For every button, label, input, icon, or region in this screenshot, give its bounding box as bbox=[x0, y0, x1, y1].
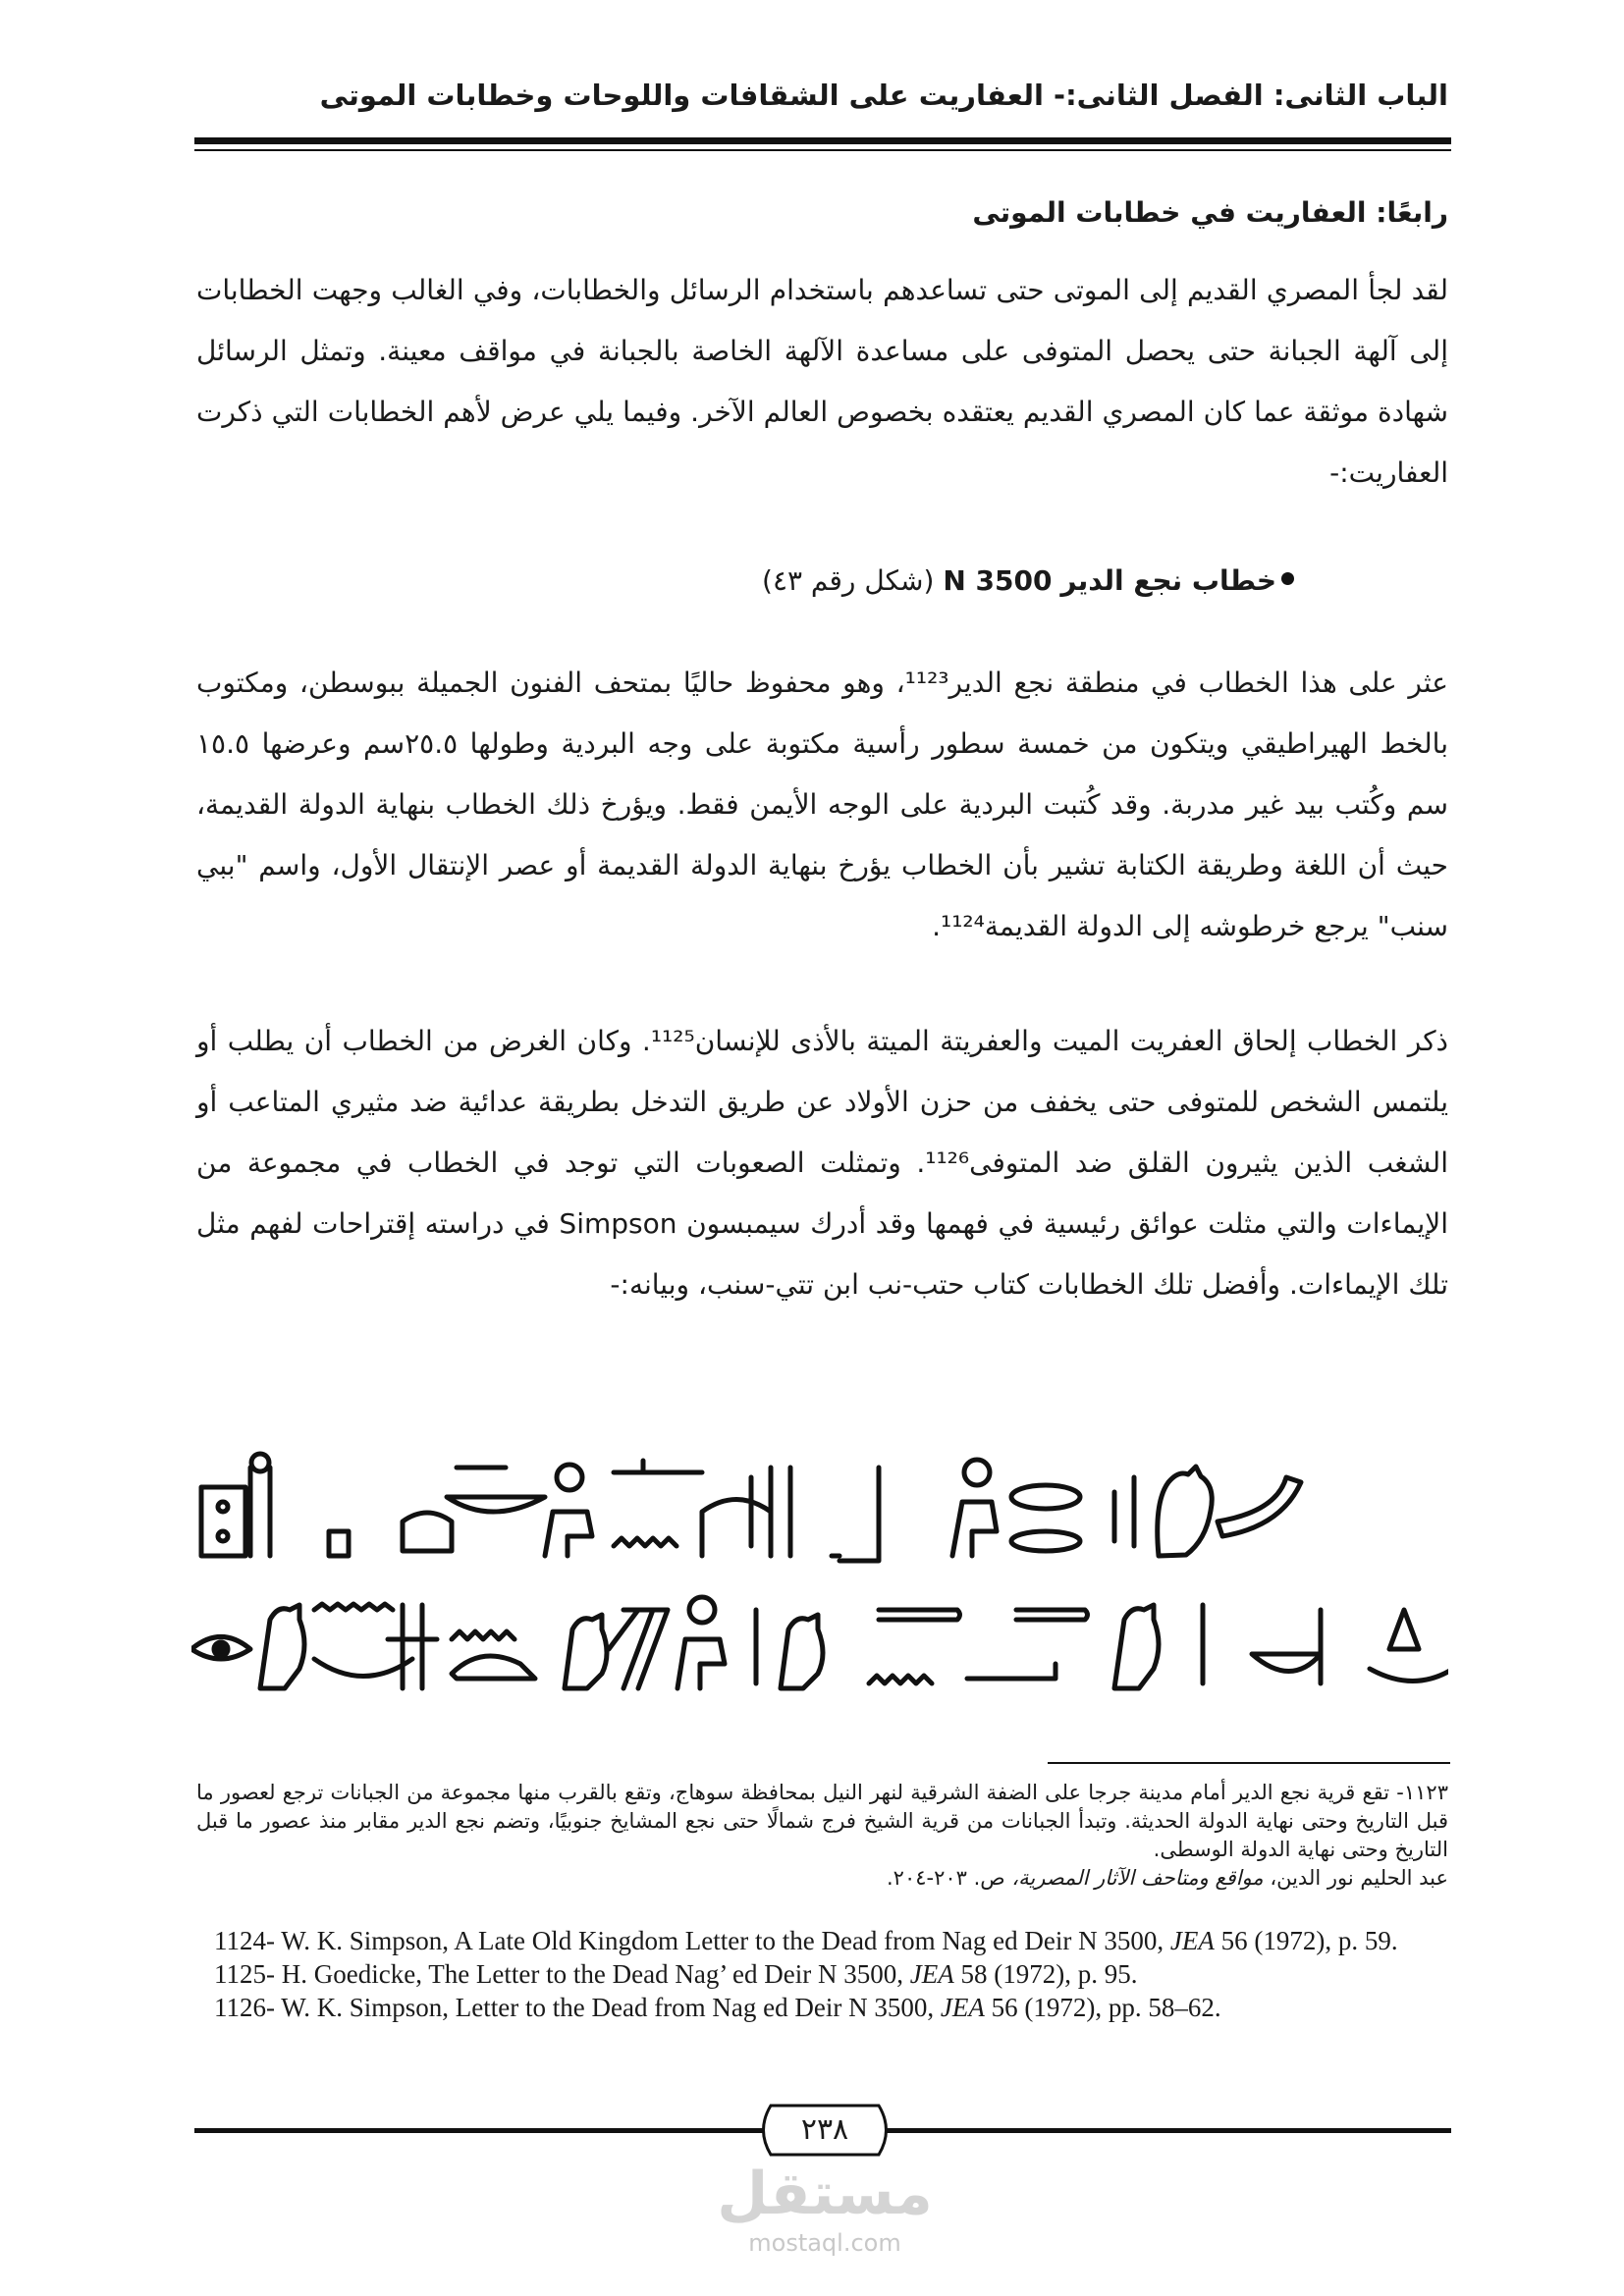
bullet-figure-ref: (شكل رقم ٤٣) bbox=[762, 564, 935, 597]
mostaql-watermark bbox=[697, 2160, 952, 2277]
footnote-english-list bbox=[214, 1924, 1451, 2024]
bullet-bold-ar: خطاب نجع الدير bbox=[1060, 564, 1276, 597]
header-rule-thick bbox=[194, 137, 1451, 144]
footnote-1125-b: 58 (1972), p. 95. bbox=[960, 1959, 1138, 1989]
bullet-letter-title bbox=[196, 564, 1276, 597]
footnote-1123-text: ١١٢٣- تقع قرية نجع الدير أمام مدينة جرجا على الضفة الشرقية لنهر النيل بمحافظة سوهاج، وتقع بالقرب منها مجموعة من الجبانات ترجع لعصور ما قبل التاريخ وحتى نهاية الدولة الحديثة. وتبدأ الجبانات من قرية الشيخ فرج شمالًا حتى نجع المشايخ جنوبيًا، وتضم نجع الدير مقابر منذ عصور ما قبل التاريخ وحتى نهاية الدولة الوسطى. bbox=[196, 1781, 1448, 1861]
paragraph-2 bbox=[196, 653, 1448, 957]
footnote-1124 bbox=[214, 1924, 1451, 1957]
footnote-1126-b: 56 (1972), pp. 58–62. bbox=[991, 1993, 1221, 2022]
footnote-1123-citation bbox=[196, 1864, 1448, 1893]
footnote-1126-a: 1126- W. K. Simpson, Letter to the Dead from Nag ed Deir N 3500, bbox=[214, 1993, 935, 2022]
footnote-1124-journal: JEA bbox=[1169, 1926, 1215, 1955]
watermark-latin: mostaql.com bbox=[748, 2229, 901, 2257]
citation-pages: ص. ٢٠٣-٢٠٤. bbox=[886, 1866, 1005, 1890]
intro-text: لقد لجأ المصري القديم إلى الموتى حتى تساعدهم باستخدام الرسائل والخطابات، وفي الغالب وجهت الخطابات إلى آلهة الجبانة حتى يحصل المتوفى على مساعدة الآلهة الخاصة بالجبانة في مواقف معينة. وتمثل الرسائل شهادة موثقة عما كان المصري القديم يعتقده بخصوص العالم الآخر. وفيما يلي عرض لأهم الخطابات التي ذكرت العفاريت:- bbox=[196, 274, 1448, 489]
hieroglyph-line-1 bbox=[191, 1438, 1448, 1566]
footnote-1124-b: 56 (1972), p. 59. bbox=[1220, 1926, 1398, 1955]
footnote-rule bbox=[1048, 1762, 1450, 1764]
horn-glyph bbox=[1218, 1477, 1301, 1536]
paragraph-3-text: ذكر الخطاب إلحاق العفريت الميت والعفريتة الميتة بالأذى للإنسان¹¹²⁵. وكان الغرض من الخطاب أن يطلب أو يلتمس الشخص للمتوفى حتى يخفف من حزن الأولاد عن طريق التدخل بطريقة عدائية ضد مثيري المتاعب أو الشغب الذين يثيرون القلق ضد المتوفى¹¹²⁶. وتمثلت الصعوبات التي توجد في الخطاب في مجموعة من الإيماءات والتي مثلت عوائق رئيسية في فهمها وقد أدرك سيمبسون Simpson في دراسته إقتراحات لفهم مثل تلك الإيماءات. وأفضل تلك الخطابات كتاب حتب-نب ابن تتي-سنب، وبيانه:- bbox=[196, 1025, 1448, 1301]
footnote-1125-a: 1125- H. Goedicke, The Letter to the Dead Nag’ ed Deir N 3500, bbox=[214, 1959, 904, 1989]
footnote-1126-journal: JEA bbox=[940, 1993, 985, 2022]
paragraph-2-text: عثر على هذا الخطاب في منطقة نجع الدير¹¹²³، وهو محفوظ حاليًا بمتحف الفنون الجميلة ببوسطن، ومكتوب بالخط الهيراطيقي ويتكون من خمسة سطور رأسية مكتوبة على وجه البردية وطولها ٢٥.٥سم وعرضها ١٥.٥ سم وكُتب بيد غير مدربة. وقد كُتبت البردية على الوجه الأيمن فقط. ويؤرخ ذلك الخطاب بنهاية الدولة القديمة، حيث أن اللغة وطريقة الكتابة تشير بأن الخطاب يؤرخ بنهاية الدولة القديمة أو عصر الإنتقال الأول، واسم "ببي سنب" يرجع خرطوشه إلى الدولة القديمة¹¹²⁴. bbox=[196, 667, 1448, 942]
footnote-1125 bbox=[214, 1957, 1451, 1991]
citation-title: مواقع ومتاحف الآثار المصرية، bbox=[1011, 1866, 1264, 1890]
hieroglyph-line-2 bbox=[191, 1571, 1448, 1698]
paragraph-3 bbox=[196, 1011, 1448, 1315]
citation-author: عبد الحليم نور الدين، bbox=[1270, 1866, 1448, 1890]
running-header-title: الباب الثانى: الفصل الثانى:- العفاريت على الشقافات واللوحات وخطابات الموتى bbox=[319, 79, 1448, 112]
bird-glyph-1 bbox=[1158, 1467, 1213, 1556]
intro-paragraph bbox=[196, 260, 1448, 504]
header-rule-thin bbox=[194, 149, 1451, 151]
bullet-dot bbox=[1281, 572, 1294, 585]
watermark-arabic: مستقل bbox=[717, 2160, 933, 2228]
footnote-1126 bbox=[214, 1991, 1451, 2024]
footnote-1124-a: 1124- W. K. Simpson, A Late Old Kingdom Letter to the Dead from Nag ed Deir N 3500, bbox=[214, 1926, 1164, 1955]
section-title: رابعًا: العفاريت في خطابات الموتى bbox=[972, 196, 1448, 229]
bullet-bold-code: N 3500 bbox=[943, 564, 1053, 597]
page-number: ٢٣٨ bbox=[800, 2112, 849, 2147]
footnote-1123 bbox=[196, 1779, 1448, 1893]
footnote-1125-journal: JEA bbox=[909, 1959, 954, 1989]
